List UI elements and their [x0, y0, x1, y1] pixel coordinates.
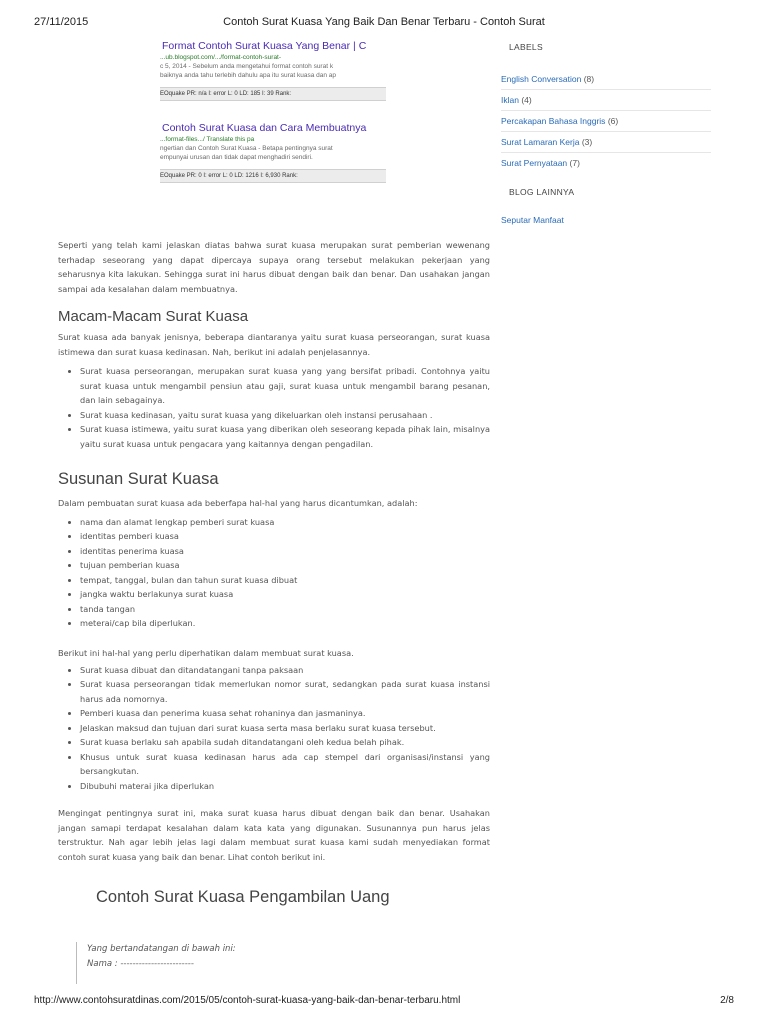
- result-1-snippet-2: baiknya anda tahu terlebih dahulu apa itu surat kuasa dan ap: [160, 72, 336, 79]
- seo-toolbar-2: EOquake PR: 0 I: error L: 0 LD: 1216 I: 6,930 Rank:: [160, 169, 386, 183]
- print-date: 27/11/2015: [34, 16, 89, 28]
- print-header: [34, 16, 734, 30]
- list-item: • Surat kuasa berlaku sah apabila sudah ditandatangani oleh kedua belah pihak.: [80, 735, 490, 750]
- label-count: (8): [583, 74, 595, 84]
- label-item: [501, 90, 711, 111]
- result-1-snippet-1: c 5, 2014 - Sebelum anda mengetahui format contoh surat k: [160, 63, 334, 70]
- quote-line-2: Nama : ------------------------: [87, 959, 194, 969]
- label-link[interactable]: English Conversation: [501, 74, 582, 84]
- blog-link[interactable]: Seputar Manfaat: [501, 215, 564, 225]
- seo-toolbar-1: EOquake PR: n/a I: error L: 0 LD: 185 I: 39 Rank:: [160, 87, 386, 101]
- list-item: • tempat, tanggal, bulan dan tahun surat kuasa dibuat: [80, 573, 490, 588]
- perlu-paragraph: Berikut ini hal-hal yang perlu diperhatikan dalam membuat surat kuasa.: [58, 648, 354, 658]
- intro-paragraph: Seperti yang telah kami jelaskan diatas bahwa surat kuasa merupakan surat pemberian wewenang terhadap seseorang yang dapat dipercaya supaya orang tersebut melakukan pekerjaan yang seharusnya kita lakukan. Sehingga surat ini harus dibuat dengan baik dan benar. Dan usahakan jangan sampai ada kesalahan dalam membuatnya.: [58, 240, 490, 294]
- heading-macam: Macam-Macam Surat Kuasa: [58, 308, 249, 325]
- closing-paragraph: Mengingat pentingnya surat ini, maka surat kuasa harus dibuat dengan baik dan benar. Usahakan jangan samapi terdapat kesalahan dalam kata kata yang digunakan. Susunannya pun harus jelas terstruktur. Nah agar lebih jelas lagi dalam membuat surat kuasa kami sudah menyediakan format contoh surat kuasa yang baik dan benar. Lihat contoh berikut ini.: [58, 808, 490, 862]
- heading-susunan: Susunan Surat Kuasa: [58, 470, 219, 488]
- label-link[interactable]: Surat Pernyataan: [501, 158, 568, 168]
- label-count: (3): [581, 137, 593, 147]
- list-item: • Khusus untuk surat kuasa kedinasan harus ada cap stempel dari organisasi/instansi yang bersangkutan.: [80, 750, 490, 779]
- label-link[interactable]: Iklan: [501, 95, 519, 105]
- list-item: • identitas penerima kuasa: [80, 544, 490, 559]
- macam-paragraph: Surat kuasa ada banyak jenisnya, beberapa diantaranya yaitu surat kuasa perseorangan, surat kuasa istimewa dan surat kuasa kedinasan. Nah, berikut ini adalah penjelasannya.: [58, 332, 490, 357]
- labels-heading: LABELS: [509, 42, 543, 52]
- label-count: (4): [521, 95, 532, 105]
- screenshot-fade: [160, 194, 386, 208]
- susunan-block: [58, 496, 490, 631]
- label-count: (7): [569, 158, 580, 168]
- list-item: • Surat kuasa perseorangan, merupakan surat kuasa yang yang bersifat pribadi. Contohnya yaitu surat kuasa untuk mengambil pensiun atau gaji, surat kuasa untuk mengambil barang pesanan, dan lain sebagainya.: [80, 364, 490, 408]
- list-item: • identitas pemberi kuasa: [80, 529, 490, 544]
- blog-link-row: [501, 215, 711, 225]
- intro-block: [58, 238, 490, 296]
- result-1-url: ...ub.blogspot.com/.../format-contoh-surat-: [160, 54, 282, 61]
- list-item: • jangka waktu berlakunya surat kuasa: [80, 587, 490, 602]
- list-item: • Surat kuasa istimewa, yaitu surat kuasa yang diberikan oleh seseorang kepada pihak lain, misalnya yaitu surat kuasa untuk pengacara yang kaitannya dengan pengadilan.: [80, 422, 490, 451]
- heading-contoh: Contoh Surat Kuasa Pengambilan Uang: [96, 888, 390, 906]
- label-item: [501, 69, 711, 90]
- letter-quote: [76, 942, 497, 984]
- label-item: [501, 153, 711, 173]
- sidebar: [501, 36, 711, 225]
- closing-block: [58, 806, 490, 864]
- perlu-block: [58, 646, 490, 793]
- list-item: • Jelaskan maksud dan tujuan dari surat kuasa serta masa berlaku surat kuasa tersebut.: [80, 721, 490, 736]
- labels-list: [501, 69, 711, 173]
- result-2-title: Contoh Surat Kuasa dan Cara Membuatnya: [162, 122, 367, 134]
- search-results-screenshot: [160, 36, 386, 208]
- page-number: 2/8: [720, 995, 734, 1006]
- label-link[interactable]: Percakapan Bahasa Inggris: [501, 116, 606, 126]
- list-item: • Surat kuasa perseorangan tidak memerlukan nomor surat, sedangkan pada surat kuasa instansi harus ada nomornya.: [80, 677, 490, 706]
- list-item: • tujuan pemberian kuasa: [80, 558, 490, 573]
- macam-list: [58, 364, 490, 451]
- label-item: [501, 111, 711, 132]
- list-item: • meterai/cap bila diperlukan.: [80, 616, 490, 631]
- label-item: [501, 132, 711, 153]
- list-item: • Surat kuasa kedinasan, yaitu surat kuasa yang dikeluarkan oleh instansi perusahaan .: [80, 408, 490, 423]
- quote-line-1: Yang bertandatangan di bawah ini:: [87, 944, 236, 954]
- list-item: • Pemberi kuasa dan penerima kuasa sehat rohaninya dan jasmaninya.: [80, 706, 490, 721]
- susunan-paragraph: Dalam pembuatan surat kuasa ada beberfapa hal-hal yang harus dicantumkan, adalah:: [58, 498, 418, 508]
- print-title: Contoh Surat Kuasa Yang Baik Dan Benar Terbaru - Contoh Surat: [223, 16, 545, 28]
- macam-block: [58, 330, 490, 451]
- result-2-url: ...format-files.../ Translate this pa: [160, 136, 255, 143]
- result-2-snippet-1: ngertian dan Contoh Surat Kuasa - Betapa pentingnya surat: [160, 145, 333, 152]
- result-1-title: Format Contoh Surat Kuasa Yang Benar | C: [162, 40, 367, 52]
- susunan-list: [58, 515, 490, 631]
- label-link[interactable]: Surat Lamaran Kerja: [501, 137, 580, 147]
- list-item: • Surat kuasa dibuat dan ditandatangani tanpa paksaan: [80, 663, 490, 678]
- label-count: (6): [607, 116, 619, 126]
- list-item: • tanda tangan: [80, 602, 490, 617]
- result-2-snippet-2: empunyai urusan dan tidak dapat menghadiri sendiri.: [160, 154, 313, 161]
- list-item: • nama dan alamat lengkap pemberi surat kuasa: [80, 515, 490, 530]
- list-item: • Dibubuhi materai jika diperlukan: [80, 779, 490, 794]
- print-url: http://www.contohsuratdinas.com/2015/05/contoh-surat-kuasa-yang-baik-dan-benar-terbaru.html: [34, 995, 461, 1006]
- perlu-list: [58, 663, 490, 794]
- print-footer: [34, 995, 734, 1009]
- blog-heading: BLOG LAINNYA: [509, 187, 575, 197]
